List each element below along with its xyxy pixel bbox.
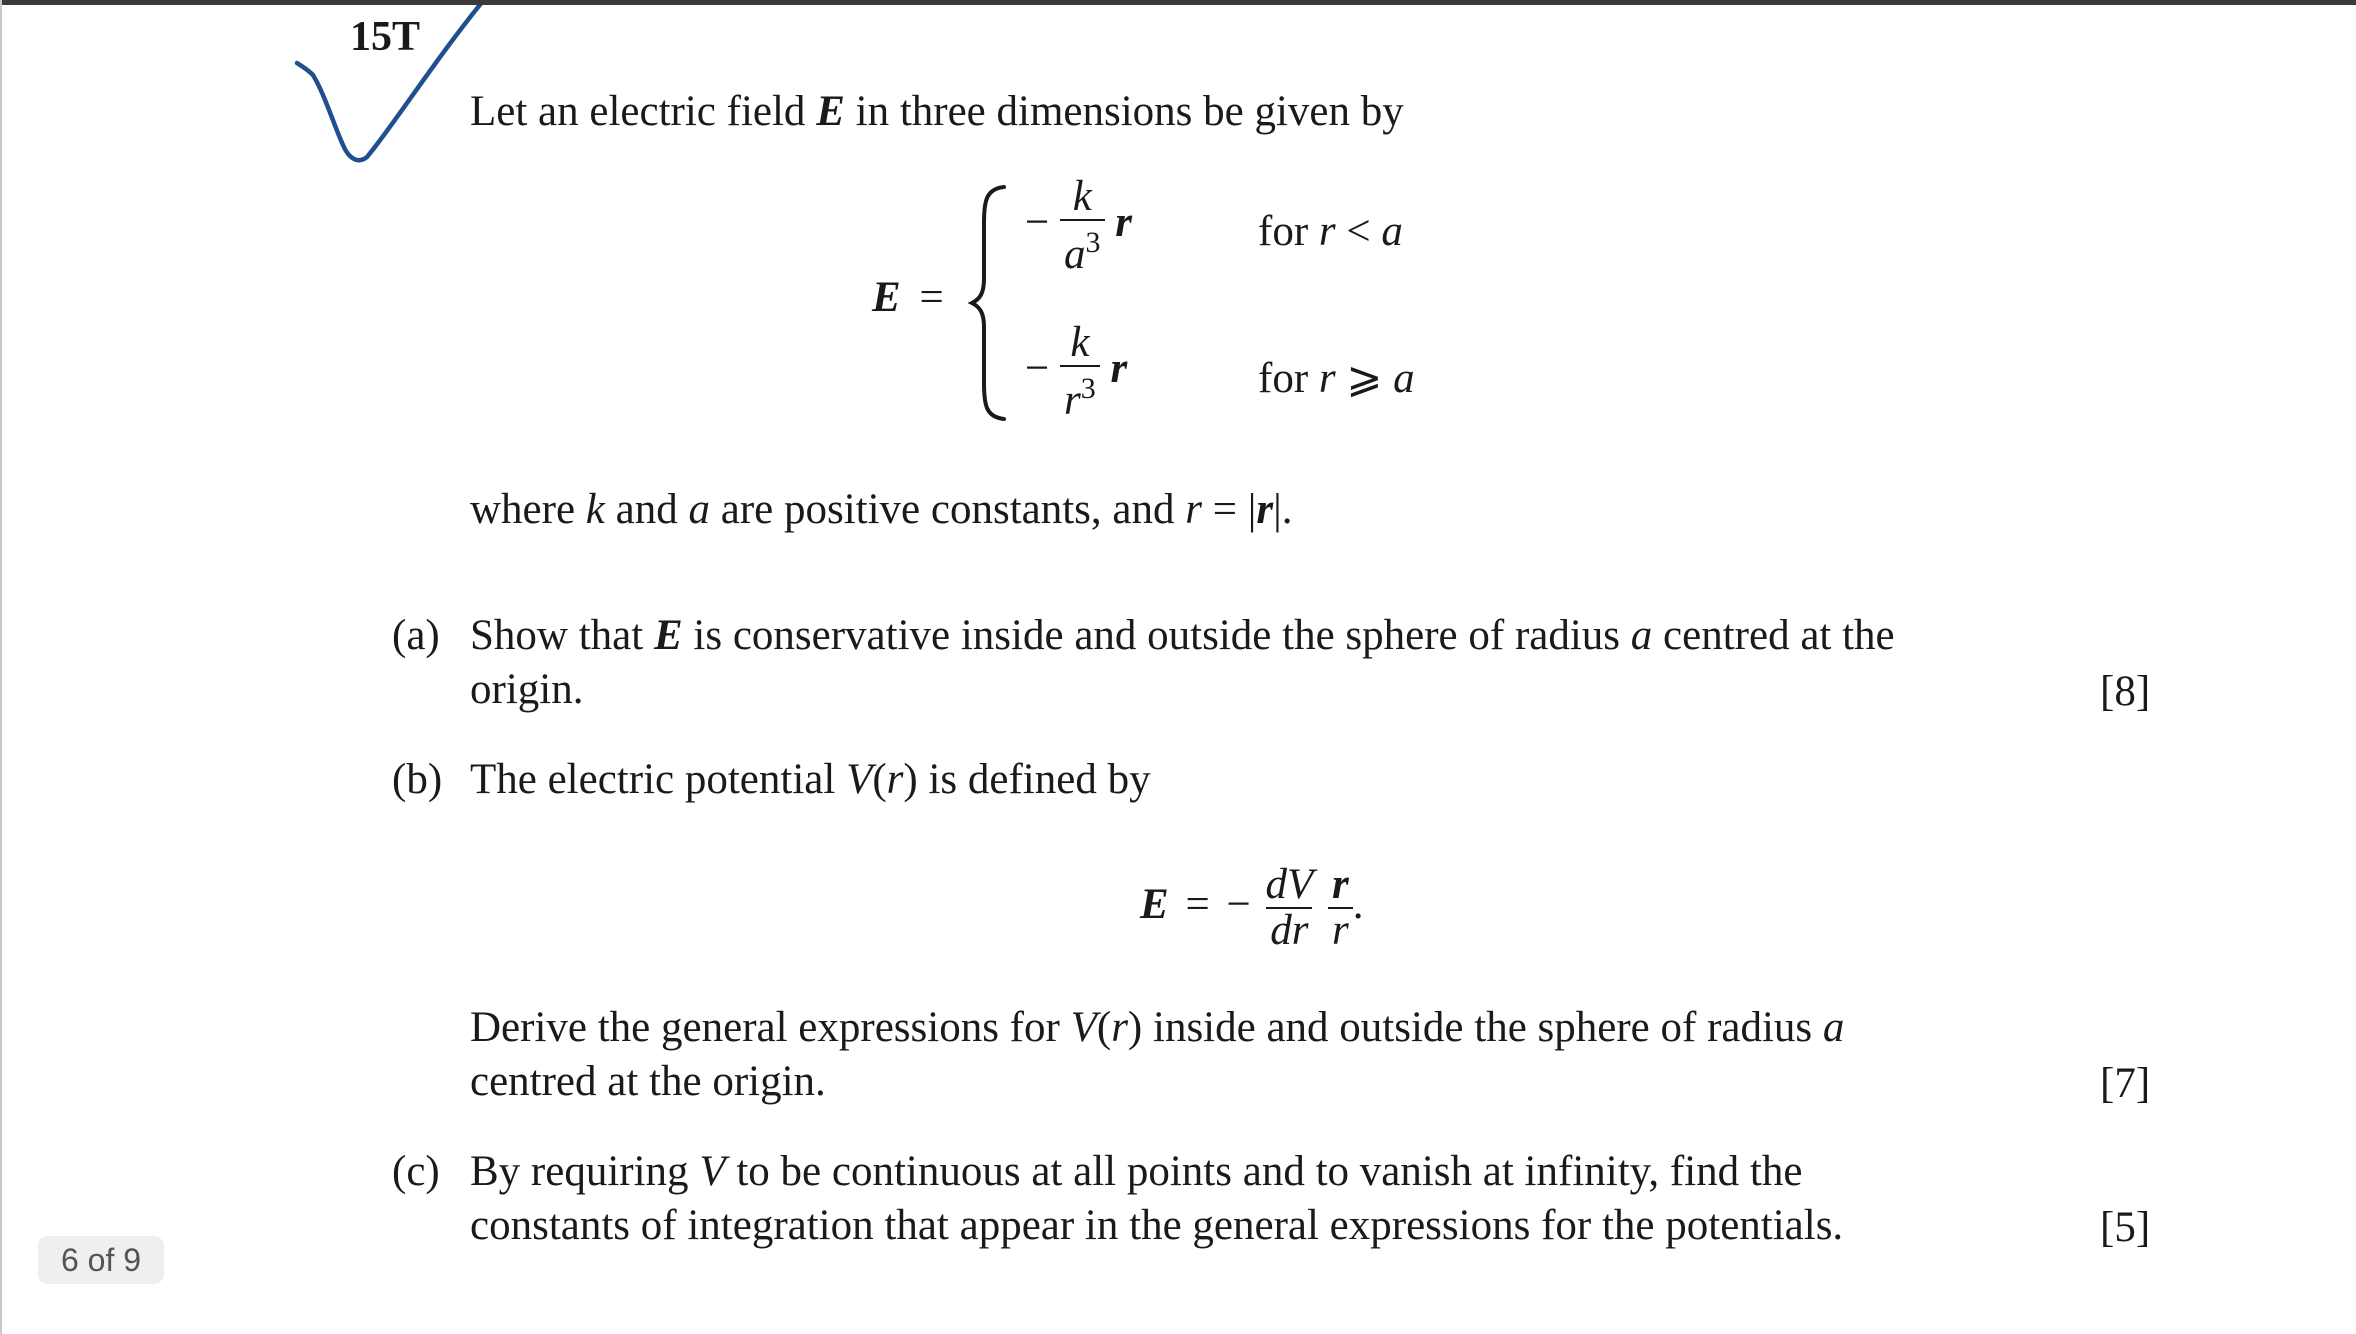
part-b-eq-fraction-1: [1261, 863, 1317, 953]
where-text-2: and: [604, 486, 689, 533]
part-b-derive-line-2: centred at the origin.: [470, 1058, 826, 1105]
case-2-expression: [1025, 321, 1127, 423]
intro-text-1: Let an electric field: [470, 88, 817, 135]
part-a-text-1: Show that: [470, 612, 654, 659]
case-1-numerator: k: [1072, 173, 1092, 220]
where-line: [470, 483, 1292, 537]
part-a-vector-E: E: [653, 612, 683, 659]
document-page: [0, 5, 2356, 1334]
case-1-den-exp: 3: [1085, 226, 1101, 259]
part-b-eq-fraction-2: [1328, 863, 1353, 953]
part-b-derive-text-1: Derive the general expressions for: [470, 1004, 1071, 1051]
case-1-cond-var: r: [1318, 208, 1336, 255]
case-1-denominator: [1060, 219, 1105, 277]
part-c-label: (c): [392, 1148, 440, 1195]
part-c-marks: [5]: [2100, 1204, 2151, 1251]
case-1-minus: −: [1025, 198, 1050, 246]
part-a-line-2: origin.: [470, 666, 584, 713]
case-1-fraction: [1060, 175, 1105, 277]
case-1-vector-r: r: [1115, 198, 1132, 246]
where-a: a: [688, 486, 710, 533]
part-a-line-1: [470, 609, 1895, 663]
case-2-vector-r: r: [1110, 344, 1128, 392]
case-2-cond-var: r: [1318, 355, 1336, 402]
where-text-5: |.: [1273, 486, 1293, 533]
part-b-label: (b): [392, 756, 443, 803]
part-c-V: V: [699, 1148, 726, 1195]
case-2-den-exp: 3: [1080, 372, 1096, 405]
part-b-eq-minus: −: [1226, 880, 1251, 928]
part-b-eq-E: E: [1140, 880, 1169, 928]
intro-text-2: in three dimensions be given by: [844, 88, 1404, 135]
case-2-cond-val: a: [1393, 355, 1415, 402]
part-b-derive-text-2: (: [1096, 1004, 1112, 1051]
part-a-label: (a): [392, 612, 440, 659]
where-text-4: = |: [1202, 486, 1257, 533]
case-2-minus: −: [1025, 344, 1050, 392]
part-b-equation: [1140, 863, 1363, 953]
page-indicator: 6 of 9: [38, 1236, 164, 1284]
left-brace-icon: [968, 183, 1008, 423]
part-b-eq-den-2: r: [1328, 907, 1353, 953]
where-k: k: [585, 486, 605, 533]
case-1-expression: [1025, 175, 1132, 277]
checkmark-annotation-icon: [285, 5, 500, 175]
case-1-for: for: [1258, 208, 1309, 255]
case-1-den-base: a: [1064, 231, 1086, 278]
part-b-derive-r: r: [1111, 1004, 1128, 1051]
part-c-text-1: By requiring: [470, 1148, 700, 1195]
question-number: 15T: [350, 14, 421, 60]
part-c-line-2: constants of integration that appear in the general expressions for the potentials.: [470, 1202, 1844, 1249]
part-b-V: V: [846, 756, 873, 803]
part-b-derive-line-1: [470, 1001, 1844, 1055]
case-2-numerator: k: [1070, 319, 1090, 366]
part-c-text-2: to be continuous at all points and to vanish at infinity, find the: [725, 1148, 1803, 1195]
part-b-derive-a: a: [1822, 1004, 1845, 1051]
part-b-text-2: (: [872, 756, 887, 803]
part-b-marks: [7]: [2100, 1060, 2151, 1107]
where-vector-r: r: [1256, 486, 1274, 533]
case-1-cond-rel: <: [1346, 208, 1371, 255]
case-2-denominator: [1060, 365, 1100, 423]
where-r: r: [1185, 486, 1202, 533]
case-2-for: for: [1258, 355, 1309, 402]
piecewise-lhs: [872, 273, 944, 322]
part-b-derive-V: V: [1070, 1004, 1097, 1051]
part-a-a: a: [1630, 612, 1653, 659]
part-b-eq-equals: =: [1185, 880, 1210, 928]
where-text-3: are positive constants, and: [709, 486, 1186, 533]
part-b-eq-period: .: [1352, 880, 1364, 928]
case-2-cond-rel: ⩾: [1346, 355, 1383, 402]
case-2-fraction: [1060, 321, 1100, 423]
part-a-text-2: is conservative inside and outside the sphere of radius: [682, 612, 1631, 659]
intro-vector-E: E: [816, 88, 845, 135]
part-b-text-3: ) is defined by: [903, 756, 1151, 803]
part-b-text-1: The electric potential: [470, 756, 847, 803]
where-text-1: where: [470, 486, 586, 533]
part-a-marks: [8]: [2100, 668, 2151, 715]
part-a-text-3: centred at the: [1652, 612, 1895, 659]
piecewise-lhs-E: E: [872, 274, 901, 321]
case-1-cond-val: a: [1381, 208, 1403, 255]
part-b-eq-num-1: dV: [1265, 861, 1314, 908]
part-b-r: r: [886, 756, 904, 803]
part-b-line-1: [470, 753, 1151, 807]
case-1-condition: [1258, 207, 1403, 256]
intro-line: [470, 85, 1404, 139]
piecewise-equals: =: [919, 274, 944, 321]
case-2-condition: [1258, 353, 1415, 403]
case-2-den-base: r: [1064, 377, 1081, 424]
part-b-eq-den-1: dr: [1266, 907, 1312, 953]
part-b-eq-num-2: r: [1332, 861, 1349, 908]
part-b-derive-text-3: ) inside and outside the sphere of radius: [1127, 1004, 1823, 1051]
part-c-line-1: [470, 1145, 1802, 1199]
